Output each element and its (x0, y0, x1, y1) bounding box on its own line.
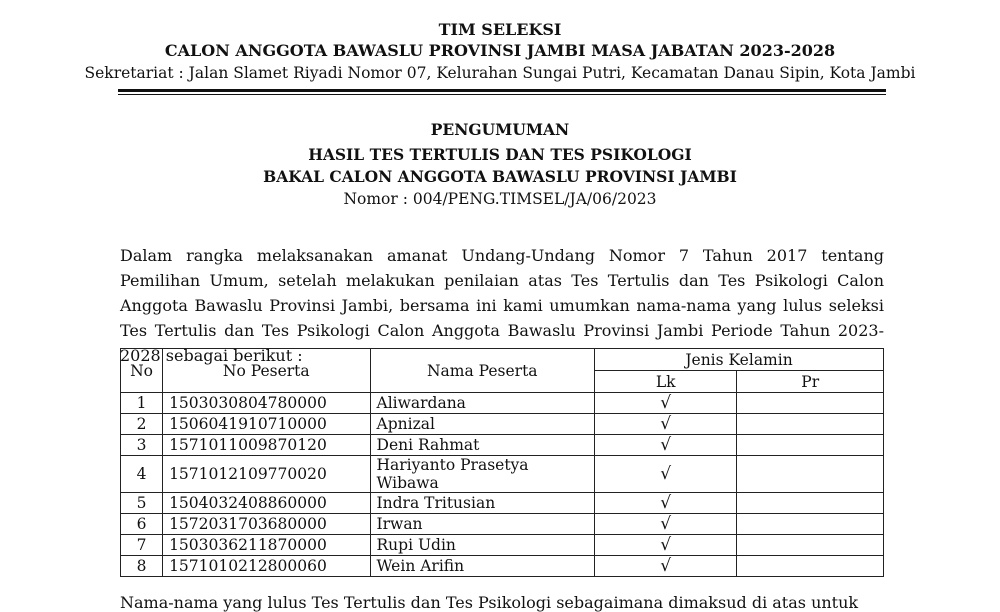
row-female-check (737, 393, 884, 414)
header-female: Pr (737, 371, 884, 393)
table-row (121, 435, 884, 456)
table-row (121, 556, 884, 577)
header-gender: Jenis Kelamin (595, 349, 884, 371)
row-no: 1 (121, 393, 163, 414)
row-participant-name: Wein Arifin (370, 556, 595, 577)
header-no: No (121, 349, 163, 393)
row-no: 2 (121, 414, 163, 435)
row-no: 3 (121, 435, 163, 456)
closing-paragraph: Nama-nama yang lulus Tes Tertulis dan Tes Psikologi sebagaimana dimaksud di atas untuk (120, 593, 859, 612)
row-participant-number: 1504032408860000 (163, 493, 370, 514)
table-row (121, 456, 884, 493)
row-female-check (737, 435, 884, 456)
row-participant-name: Indra Tritusian (370, 493, 595, 514)
row-male-check: √ (595, 493, 737, 514)
row-no: 8 (121, 556, 163, 577)
row-male-check: √ (595, 435, 737, 456)
row-participant-number: 1572031703680000 (163, 514, 370, 535)
row-female-check (737, 456, 884, 493)
table-row (121, 414, 884, 435)
row-participant-name: Irwan (370, 514, 595, 535)
header-participant-name: Nama Peserta (370, 349, 595, 393)
row-female-check (737, 493, 884, 514)
row-participant-number: 1506041910710000 (163, 414, 370, 435)
header-male: Lk (595, 371, 737, 393)
row-no: 4 (121, 456, 163, 493)
intro-paragraph: Dalam rangka melaksanakan amanat Undang-Undang Nomor 7 Tahun 2017 tentang Pemilihan Umum, setelah melakukan penilaian atas Tes Tertulis dan Tes Psikologi Calon Anggota Bawaslu Provinsi Jambi, bersama ini kami umumkan nama-nama yang lulus seleksi Tes Tertulis dan Tes Psikologi Calon Anggota Bawaslu Provinsi Jambi Periode Tahun 2023-2028 sebagai berikut : (120, 246, 884, 365)
row-male-check: √ (595, 535, 737, 556)
secretariat-address: Sekretariat : Jalan Slamet Riyadi Nomor 07, Kelurahan Sungai Putri, Kecamatan Danau Sipin, Kota Jambi (84, 64, 916, 82)
results-table (120, 348, 884, 577)
row-no: 6 (121, 514, 163, 535)
row-participant-number: 1503036211870000 (163, 535, 370, 556)
row-participant-number: 1571012109770020 (163, 456, 370, 493)
announcement-subtitle-1: HASIL TES TERTULIS DAN TES PSIKOLOGI (308, 145, 692, 164)
header-participant-number: No Peserta (163, 349, 370, 393)
row-female-check (737, 414, 884, 435)
committee-title: CALON ANGGOTA BAWASLU PROVINSI JAMBI MASA JABATAN 2023-2028 (164, 41, 836, 60)
table-row (121, 535, 884, 556)
row-male-check: √ (595, 556, 737, 577)
row-participant-number: 1571010212800060 (163, 556, 370, 577)
row-participant-name: Apnizal (370, 414, 595, 435)
row-female-check (737, 556, 884, 577)
announcement-number: Nomor : 004/PENG.TIMSEL/JA/06/2023 (343, 190, 657, 208)
row-male-check: √ (595, 514, 737, 535)
row-participant-name: Hariyanto Prasetya Wibawa (370, 456, 595, 493)
row-male-check: √ (595, 414, 737, 435)
row-participant-name: Deni Rahmat (370, 435, 595, 456)
row-no: 7 (121, 535, 163, 556)
letterhead-rule-thin (118, 94, 886, 95)
announcement-title: PENGUMUMAN (430, 120, 570, 139)
row-participant-name: Rupi Udin (370, 535, 595, 556)
table-row (121, 393, 884, 414)
row-participant-number: 1503030804780000 (163, 393, 370, 414)
table-row (121, 493, 884, 514)
row-male-check: √ (595, 393, 737, 414)
row-participant-name: Aliwardana (370, 393, 595, 414)
row-male-check: √ (595, 456, 737, 493)
row-female-check (737, 535, 884, 556)
letterhead-rule-thick (118, 89, 886, 92)
table-row (121, 514, 884, 535)
row-no: 5 (121, 493, 163, 514)
row-participant-number: 1571011009870120 (163, 435, 370, 456)
row-female-check (737, 514, 884, 535)
committee-name: TIM SELEKSI (438, 20, 562, 39)
announcement-subtitle-2: BAKAL CALON ANGGOTA BAWASLU PROVINSI JAMBI (263, 167, 737, 186)
